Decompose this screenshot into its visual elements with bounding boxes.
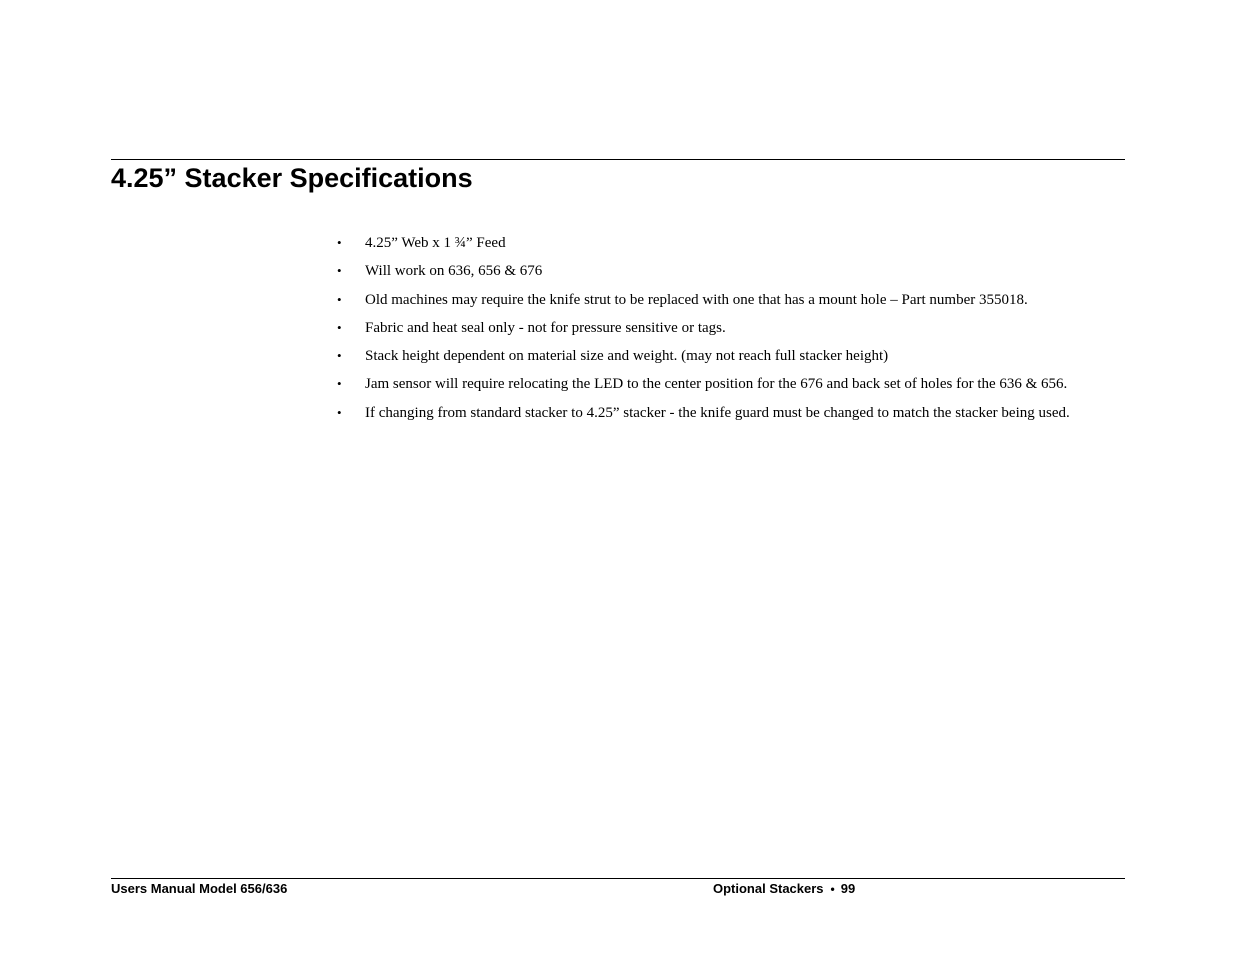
footer-section-name: Optional Stackers [713, 881, 824, 896]
bullet-icon: • [337, 291, 342, 307]
spec-text: Jam sensor will require relocating the LED to the center position for the 676 and back set of holes for the 636 & 656. [365, 376, 1068, 393]
bullet-icon: • [337, 263, 342, 279]
spec-text: Fabric and heat seal only - not for pressure sensitive or tags. [365, 319, 726, 336]
list-item [335, 342, 1125, 370]
spec-text: Will work on 636, 656 & 676 [365, 263, 543, 280]
list-item [335, 257, 1125, 285]
spec-text: If changing from standard stacker to 4.25” stacker - the knife guard must be changed to match the stacker being used. [365, 404, 1070, 421]
footer-section [713, 881, 855, 897]
bullet-icon: • [830, 882, 835, 896]
footer-manual-title: Users Manual Model 656/636 [111, 881, 288, 896]
list-item [335, 399, 1125, 427]
bullet-icon: • [337, 404, 342, 420]
list-item [335, 370, 1125, 398]
spec-text: Stack height dependent on material size and weight. (may not reach full stacker height) [365, 348, 889, 365]
page-number: 99 [840, 881, 856, 896]
spec-list [335, 229, 1125, 427]
bullet-icon: • [337, 319, 342, 335]
spec-text: 4.25” Web x 1 ¾” Feed [365, 235, 506, 251]
footer-rule [111, 878, 1125, 879]
list-item [335, 314, 1125, 342]
bullet-icon: • [337, 235, 342, 250]
bullet-icon: • [337, 376, 342, 392]
page-title: 4.25” Stacker Specifications [111, 163, 473, 193]
spec-text: Old machines may require the knife strut to be replaced with one that has a mount hole – Part number 355018. [365, 291, 1028, 308]
list-item [335, 286, 1125, 314]
list-item [335, 229, 1125, 257]
bullet-icon: • [337, 348, 342, 364]
